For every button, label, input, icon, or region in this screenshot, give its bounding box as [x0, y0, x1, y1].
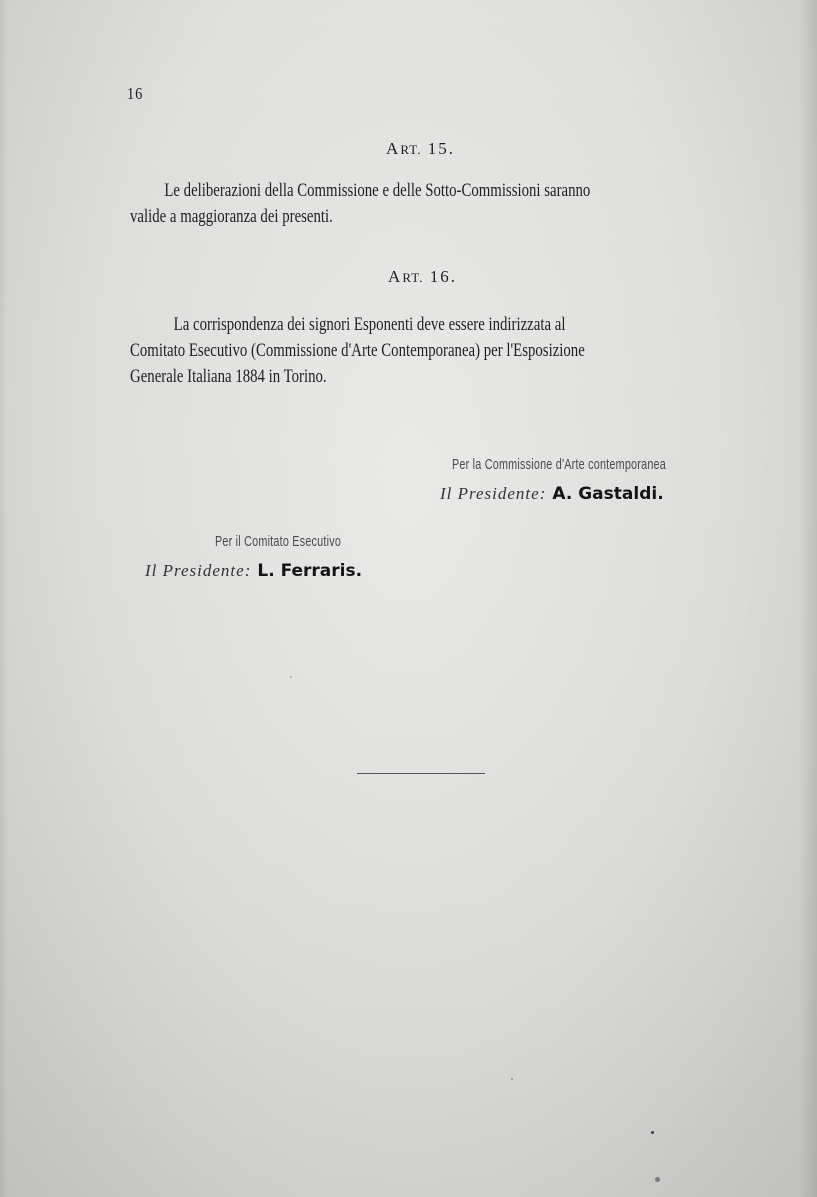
- article-16-prefix-initial: A: [388, 267, 403, 286]
- article-15-text: [130, 178, 590, 230]
- article-16-line: La corrispondenza dei signori Esponenti deve essere indirizzata al: [173, 314, 566, 335]
- page-edge-shadow-left: [0, 0, 8, 1197]
- signature-arte: [440, 484, 664, 504]
- article-16-line: Generale Italiana 1884 in Torino.: [130, 366, 327, 387]
- article-15-prefix-rest: RT.: [400, 142, 422, 157]
- signature-arte-caption: Per la Commissione d'Arte contemporanea: [452, 456, 666, 473]
- article-15-prefix-initial: A: [386, 139, 401, 158]
- article-16-text: [130, 312, 585, 390]
- article-15-line: Le deliberazioni della Commissione e delle Sotto-Commissioni saranno: [164, 180, 591, 201]
- signature-comitato-role: Il Presidente:: [145, 561, 252, 580]
- signature-comitato-name: L. Ferraris.: [257, 561, 363, 581]
- page-edge-shadow-right: [799, 0, 817, 1197]
- article-15-line: valide a maggioranza dei presenti.: [130, 206, 333, 227]
- signature-arte-name: A. Gastaldi.: [552, 484, 664, 504]
- article-16-prefix-rest: RT.: [402, 270, 424, 285]
- page-number: 16: [127, 84, 144, 103]
- article-15-heading: [12, 139, 817, 159]
- signature-comitato-caption: Per il Comitato Esecutivo: [215, 533, 342, 550]
- article-16-line: Comitato Esecutivo (Commissione d'Arte Contemporanea) per l'Esposizione: [130, 340, 585, 361]
- article-15-number: 15.: [427, 139, 455, 158]
- article-16-heading: [14, 267, 817, 287]
- signature-arte-role: Il Presidente:: [440, 484, 547, 503]
- article-16-number: 16.: [429, 267, 457, 286]
- closing-rule: [357, 773, 485, 774]
- signature-comitato: [145, 561, 362, 581]
